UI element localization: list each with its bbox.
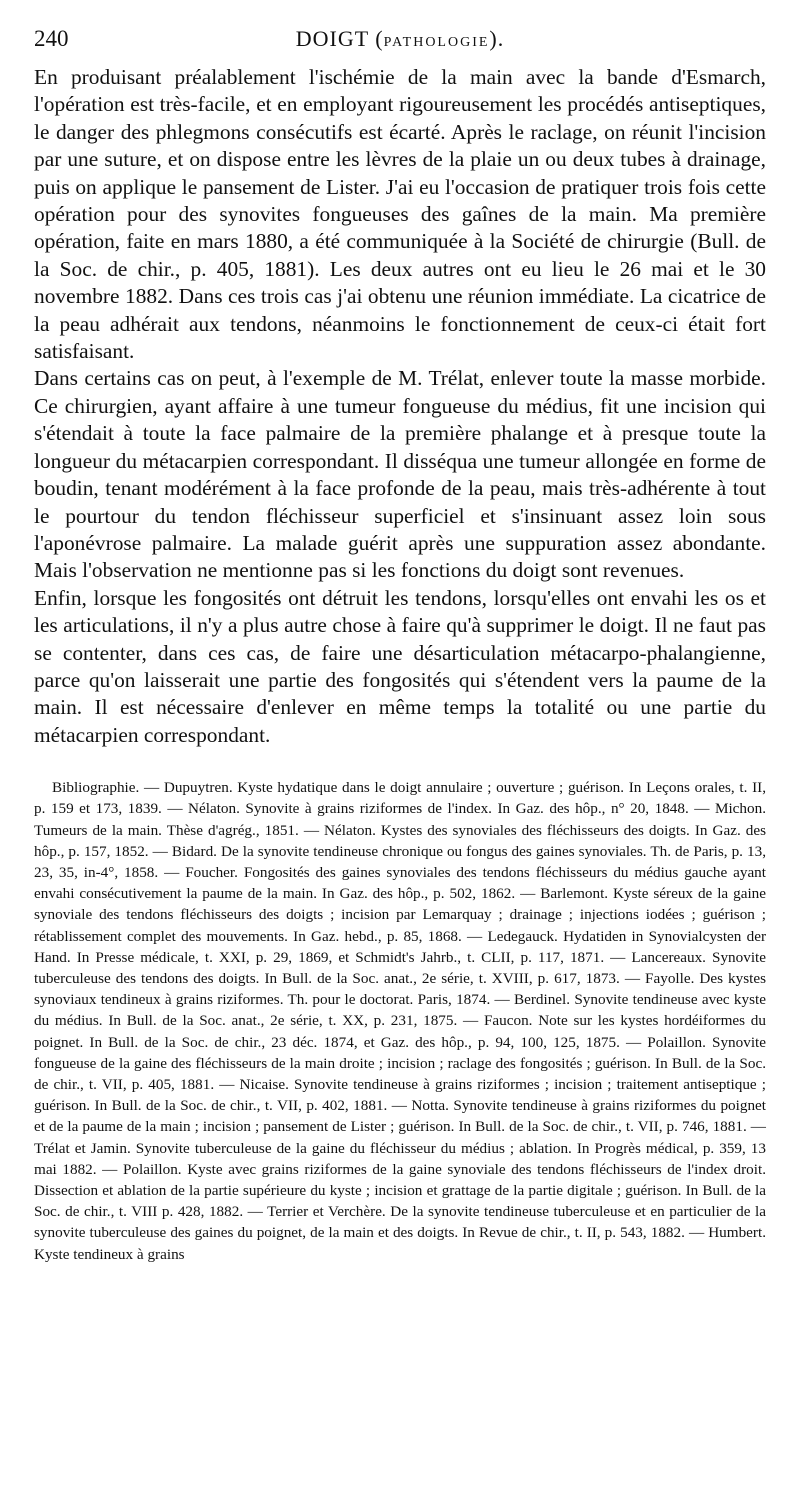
running-head-end: ). xyxy=(489,26,505,51)
page-number: 240 xyxy=(34,26,69,51)
running-head-sub: PATHOLOGIE xyxy=(383,35,490,50)
bibliography-text: Bibliographie. — Dupuytren. Kyste hydatique dans le doigt annulaire ; ouverture ; guérison. In Leçons orales, t. II, p. 159 et 173, 1839. — Nélaton. Synovite à grains riziformes de l'index. In Gaz. des hôp., n° 20, 1848. — Michon. Tumeurs de la main. Thèse d'agrég., 1851. — Nélaton. Kystes des synoviales des fléchisseurs des doigts. In Gaz. des hôp., p. 157, 1852. — Bidard. De la synovite tendineuse chronique ou fongus des gaines synoviales. Th. de Paris, p. 13, 23, 35, in-4°, 1858. — Foucher. Fongosités des gaines synoviales des tendons fléchisseurs du médius gauche ayant envahi consécutivement la paume de la main. In Gaz. des hôp., p. 502, 1862. — Barlemont. Kyste séreux de la gaine synoviale des tendons fléchisseurs des doigts ; incision par Lemarquay ; drainage ; injections iodées ; guérison ; rétablissement complet des mouvements. In Gaz. hebd., p. 85, 1868. — Ledegauck. Hydatiden in Synovialcysten der Hand. In Presse médicale, t. XXI, p. 29, 1869, et Schmidt's Jahrb., t. CLII, p. 117, 1871. — Lancereaux. Synovite tuberculeuse des tendons des doigts. In Bull. de la Soc. anat., 2e série, t. XVIII, p. 617, 1873. — Fayolle. Des kystes synoviaux tendineux à grains riziformes. Th. pour le doctorat. Paris, 1874. — Berdinel. Synovite tendineuse avec kyste du médius. In Bull. de la Soc. anat., 2e série, t. XX, p. 231, 1875. — Faucon. Note sur les kystes hordéiformes du poignet. In Bull. de la Soc. de chir., 23 déc. 1874, et Gaz. des hôp., p. 94, 100, 125, 1875. — Polaillon. Synovite fongueuse de la gaine des fléchisseurs de la main droite ; incision ; raclage des fongosités ; guérison. In Bull. de la Soc. de chir., t. VII, p. 405, 1881. — Nicaise. Synovite tendineuse à grains riziformes ; incision ; traitement antiseptique ; guérison. In Bull. de la Soc. de chir., t. VII, p. 402, 1881. — Notta. Synovite tendineuse à grains riziformes du poignet et de la paume de la main ; incision ; pansement de Lister ; guérison. In Bull. de la Soc. de chir., t. VII, p. 746, 1881. — Trélat et Jamin. Synovite tuberculeuse de la gaine du fléchisseur du médius ; ablation. In Progrès médical, p. 359, 13 mai 1882. — Polaillon. Kyste avec grains riziformes de la gaine synoviale des tendons fléchisseurs de l'index droit. Dissection et ablation de la partie supérieure du kyste ; incision et grattage de la partie digitale ; guérison. In Bull. de la Soc. de chir., t. VIII p. 428, 1882. — Terrier et Verchère. De la synovite tendineuse tuberculeuse et en particulier de la synovite tuberculeuse des gaines du poignet, de la main et des doigts. In Revue de chir., t. II, p. 543, 1882. — Humbert. Kyste tendineux à grains xyxy=(34,779,766,1263)
page-header xyxy=(34,26,766,64)
running-head xyxy=(114,26,686,52)
bibliography xyxy=(34,777,766,1265)
paragraph-1: En produisant préalablement l'ischémie de la main avec la bande d'Esmarch, l'opération est très-facile, et en employant rigoureusement les procédés antiseptiques, le danger des phlegmons consécutifs est écarté. Après le raclage, on réunit l'incision par une suture, et on dispose entre les lèvres de la plaie un ou deux tubes à drainage, puis on applique le pansement de Lister. J'ai eu l'occasion de pratiquer trois fois cette opération pour des synovites fongueuses des gaînes de la main. Ma première opération, faite en mars 1880, a été communiquée à la Société de chirurgie (Bull. de la Soc. de chir., p. 405, 1881). Les deux autres ont eu lieu le 26 mai et le 30 novembre 1882. Dans ces trois cas j'ai obtenu une réunion immédiate. La cicatrice de la peau adhérait aux tendons, néanmoins le fonctionnement de ceux-ci était fort satisfaisant. xyxy=(34,65,766,364)
paragraph-2: Dans certains cas on peut, à l'exemple de M. Trélat, enlever toute la masse morbide. Ce chirurgien, ayant affaire à une tumeur fongueuse du médius, fit une incision qui s'étendait à toute la face palmaire de la première phalange et à presque toute la longueur du métacarpien correspondant. Il disséqua une tumeur allongée en forme de boudin, tenant modérément à la face profonde de la peau, mais très-adhérente à tout le pourtour du tendon fléchisseur superficiel et s'insinuant assez loin sous l'aponévrose palmaire. La malade guérit après une suppuration assez abondante. Mais l'observation ne mentionne pas si les fonctions du doigt sont revenues. xyxy=(34,366,766,583)
paragraph-3: Enfin, lorsque les fongosités ont détruit les tendons, lorsqu'elles ont envahi les os et les articulations, il n'y a plus autre chose à faire qu'à supprimer le doigt. Il ne faut pas se contenter, dans ces cas, de faire une désarticulation métacarpo-phalangienne, parce qu'on laisserait une partie des fongosités qui s'étendent vers la paume de la main. Il est nécessaire d'enlever en même temps la totalité ou une partie du métacarpien correspondant. xyxy=(34,585,766,747)
running-head-main: DOIGT ( xyxy=(295,26,384,51)
body-text xyxy=(34,64,766,749)
